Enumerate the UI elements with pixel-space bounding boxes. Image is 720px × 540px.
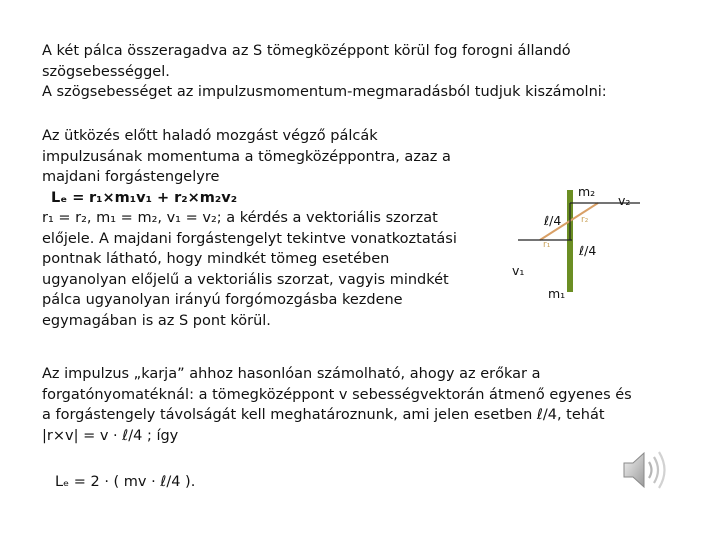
explanation-line-2: impulzusának momentuma a tömegközéppontra, azaz a bbox=[42, 148, 451, 165]
arm-line-1: Az impulzus „karja” ahhoz hasonlóan számolható, ahogy az erőkar a bbox=[42, 366, 541, 382]
r2-label: r₂ bbox=[581, 215, 589, 225]
rods-diagram bbox=[500, 180, 675, 305]
explanation-line-5: r₁ = r₂, m₁ = m₂, v₁ = v₂; a kérdés a vektoriális szorzat bbox=[42, 210, 438, 226]
formula-rhs: r₁×m₁v₁ + r₂×m₂v₂ bbox=[89, 189, 238, 206]
explanation-line-7: pontnak látható, hogy mindkét tömeg esetében bbox=[42, 251, 390, 267]
arm-line-2: forgatónyomatéknál: a tömegközéppont v sebességvektorán átmenő egyenes és bbox=[42, 386, 632, 403]
explanation-line-8: ugyanolyan előjelű a vektoriális szorzat, vagyis mindkét bbox=[42, 271, 449, 288]
explanation-line-9: pálca ugyanolyan irányú forgómozgásba kezdene bbox=[42, 292, 403, 308]
angular-momentum-formula bbox=[42, 188, 457, 209]
speaker-icon[interactable] bbox=[620, 445, 670, 495]
v1-label: v₁ bbox=[512, 263, 525, 278]
explanation-line-6: előjele. A majdani forgástengelyt tekintve vonatkoztatási bbox=[42, 230, 457, 247]
l4-bottom-label: ℓ/4 bbox=[579, 243, 597, 258]
arm-paragraph bbox=[42, 364, 632, 446]
explanation-line-1: Az ütközés előtt haladó mozgást végző pálcák bbox=[42, 128, 378, 144]
intro-paragraph bbox=[42, 41, 607, 103]
r1-label: r₁ bbox=[543, 240, 551, 250]
intro-line-3: A szögsebességet az impulzusmomentum-megmaradásból tudjuk kiszámolni: bbox=[42, 84, 607, 100]
m2-label: m₂ bbox=[578, 184, 596, 199]
m1-label: m₁ bbox=[548, 286, 566, 301]
formula-lhs: Lₑ = bbox=[51, 189, 85, 206]
explanation-paragraph bbox=[42, 126, 457, 331]
result-formula: Lₑ = 2 · ( mv · ℓ/4 ). bbox=[55, 474, 196, 490]
explanation-line-10: egymagában is az S pont körül. bbox=[42, 312, 271, 329]
explanation-line-3: majdani forgástengelyre bbox=[42, 169, 220, 185]
intro-line-1: A két pálca összeragadva az S tömegközéppont körül fog forogni állandó bbox=[42, 43, 571, 59]
arm-line-3: a forgástengely távolságát kell meghatároznunk, ami jelen esetben ℓ/4, tehát bbox=[42, 407, 605, 423]
v2-label: v₂ bbox=[618, 193, 631, 208]
arm-line-4: |r×v| = v · ℓ/4 ; így bbox=[42, 427, 179, 444]
l4-top-label: ℓ/4 bbox=[544, 213, 562, 228]
intro-line-2: szögsebességgel. bbox=[42, 63, 170, 80]
